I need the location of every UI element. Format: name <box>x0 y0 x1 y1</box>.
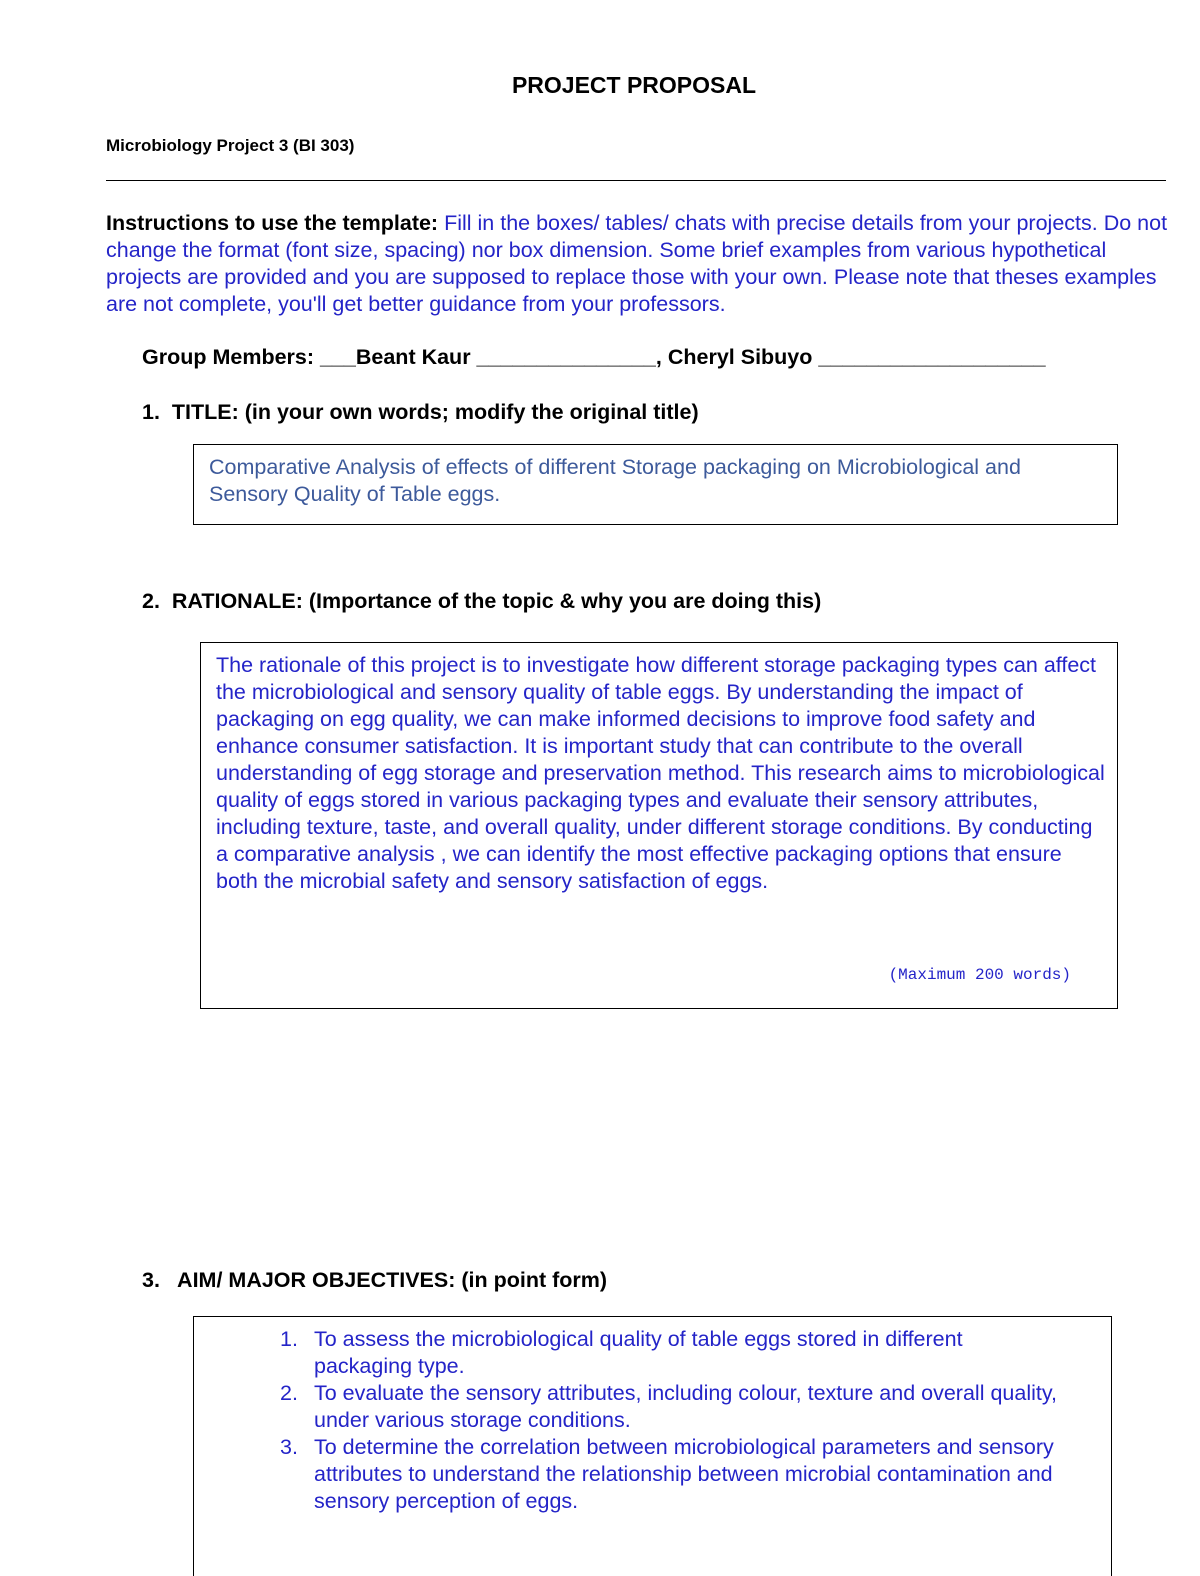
objectives-box[interactable] <box>193 1316 1112 1576</box>
objective-number: 2. <box>280 1381 298 1405</box>
title-section-heading: 1. TITLE: (in your own words; modify the original title) <box>142 400 699 424</box>
instructions-lead: Instructions to use the template: <box>106 211 439 235</box>
objective-number: 1. <box>280 1327 298 1351</box>
rationale-box-content[interactable]: The rationale of this project is to investigate how different storage packaging types can affect the microbiological and sensory quality of table eggs. By understanding the impact of packaging on egg quality, we can make informed decisions to improve food safety and enhance consumer satisfaction. It is important study that can contribute to the overall understanding of egg storage and preservation method. This research aims to microbiological quality of eggs stored in various packaging types and evaluate their sensory attributes, including texture, taste, and overall quality, under different storage conditions. By conducting a comparative analysis , we can identify the most effective packaging options that ensure both the microbial safety and sensory satisfaction of eggs. <box>216 653 1105 893</box>
course-label: Microbiology Project 3 (BI 303) <box>106 136 355 155</box>
objective-item[interactable] <box>280 1434 1060 1515</box>
instructions-paragraph <box>106 210 1176 318</box>
objective-item[interactable] <box>280 1326 1060 1380</box>
objective-text: To assess the microbiological quality of table eggs stored in different packaging type. <box>314 1327 963 1378</box>
objective-item[interactable] <box>280 1380 1060 1434</box>
header-divider <box>106 180 1166 181</box>
objectives-section-heading: 3. AIM/ MAJOR OBJECTIVES: (in point form) <box>142 1268 608 1292</box>
title-box-content[interactable]: Comparative Analysis of effects of different Storage packaging on Microbiological and Sensory Quality of Table eggs. <box>209 455 1021 506</box>
objectives-list <box>280 1326 1060 1515</box>
page-title: PROJECT PROPOSAL <box>511 72 757 98</box>
objective-text: To determine the correlation between microbiological parameters and sensory attributes to understand the relationship between microbial contamination and sensory perception of eggs. <box>314 1435 1054 1513</box>
title-box[interactable] <box>193 444 1118 525</box>
instructions-body: Fill in the boxes/ tables/ chats with precise details from your projects. Do not change the format (font size, spacing) nor box dimension. Some brief examples from various hypothetical projects are provided and you are supposed to replace those with your own. Please note that theses examples are not complete, you'll get better guidance from your professors. <box>106 211 1168 316</box>
group-members[interactable]: Group Members: ___Beant Kaur _______________, Cheryl Sibuyo ___________________ <box>142 345 1046 369</box>
rationale-section-heading: 2. RATIONALE: (Importance of the topic & why you are doing this) <box>142 589 822 613</box>
objective-number: 3. <box>280 1435 298 1459</box>
rationale-box[interactable] <box>200 642 1118 1009</box>
word-limit-note: (Maximum 200 words) <box>888 966 1071 984</box>
objective-text: To evaluate the sensory attributes, including colour, texture and overall quality, under various storage conditions. <box>314 1381 1057 1432</box>
